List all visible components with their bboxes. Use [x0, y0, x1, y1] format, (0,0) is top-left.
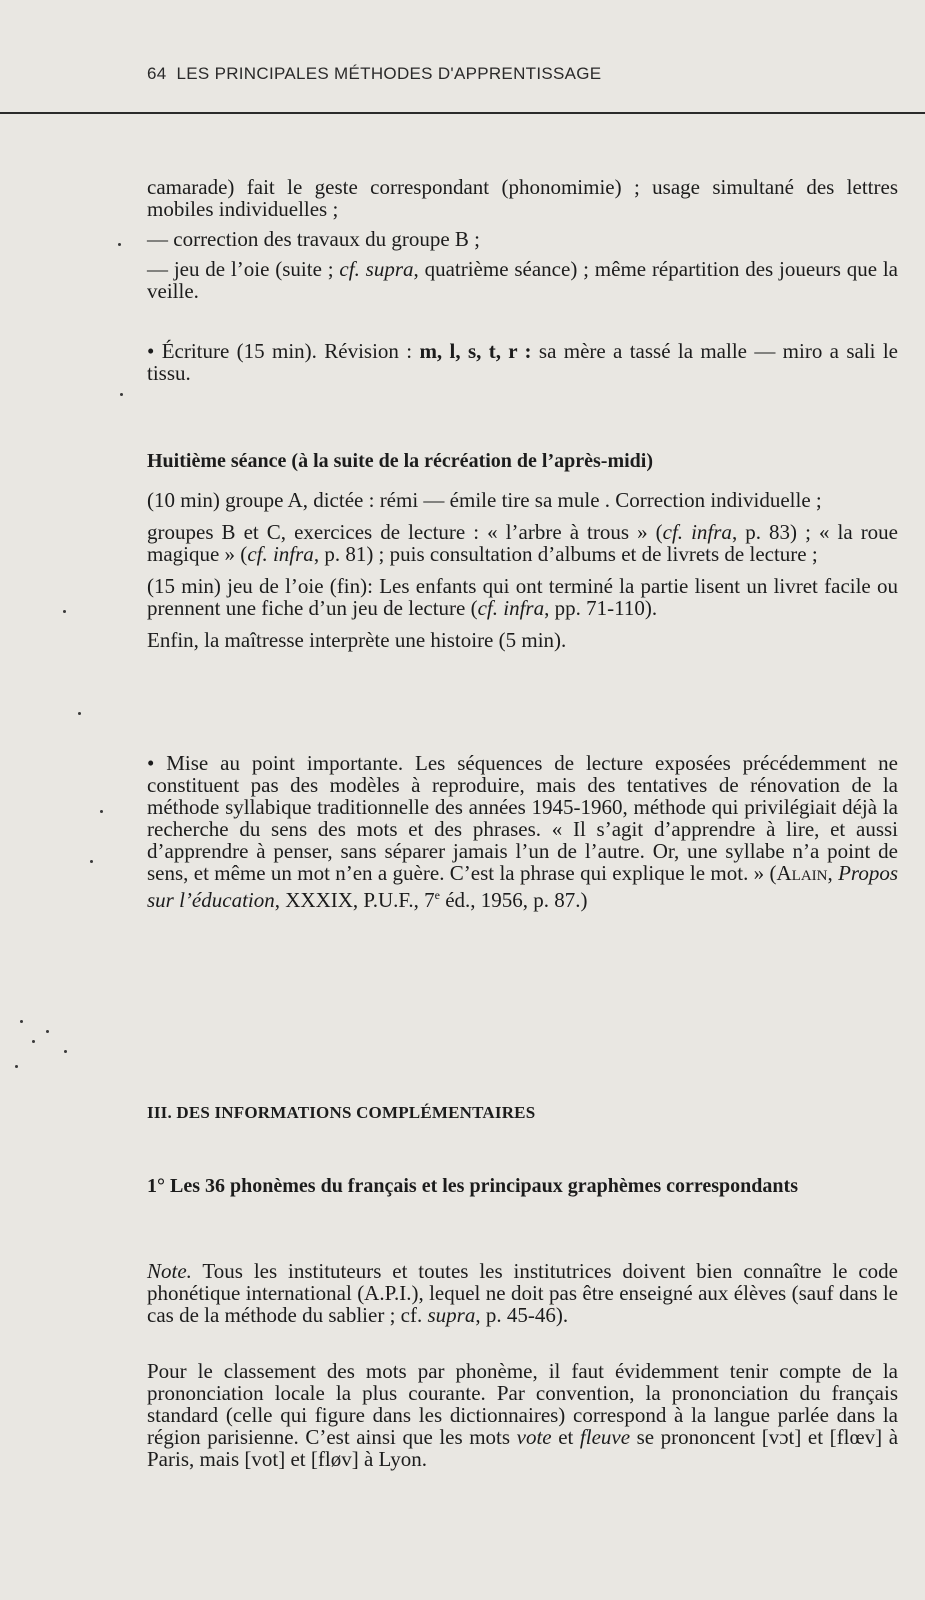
paragraph-jeu-oie-fin: (15 min) jeu de l’oie (fin): Les enfants qui ont terminé la partie lisent un livret facile ou prennent une fiche d’un jeu de lecture (cf. infra, pp. 71-110).: [147, 574, 898, 620]
paragraph-exercices: groupes B et C, exercices de lecture : « l’arbre à trous » (cf. infra, p. 83) ; « la roue magique » (cf. infra, p. 81) ; puis consultation d’albums et de livrets de lecture ;: [147, 520, 899, 566]
continuation-block: [147, 176, 898, 302]
book-title: Propos sur l’éducation: [147, 861, 898, 912]
running-head-title: LES PRINCIPALES MÉTHODES D'APPRENTISSAGE: [176, 64, 602, 83]
scan-speck: [63, 610, 66, 613]
scan-speck: [15, 1065, 18, 1068]
author-name: Alain: [776, 861, 828, 885]
page-number: 64: [147, 64, 167, 83]
scan-speck: [32, 1040, 35, 1043]
section-heading: III. DES INFORMATIONS COMPLÉMENTAIRES: [147, 1103, 536, 1122]
note-label: Note.: [147, 1259, 192, 1283]
scan-speck: [64, 1050, 67, 1053]
scan-speck: [120, 393, 123, 396]
bullet: •: [147, 751, 155, 775]
scan-speck: [118, 243, 121, 246]
ecriture-paragraph: • Écriture (15 min). Révision : m, l, s, t, r : sa mère a tassé la malle — miro a sali le tissu.: [147, 339, 898, 385]
scan-speck: [90, 860, 93, 863]
item-jeu-oie: — jeu de l’oie (suite ; cf. supra, quatrième séance) ; même répartition des joueurs que la veille.: [147, 257, 899, 303]
paragraph-dictee: (10 min) groupe A, dictée : rémi — émile tire sa mule . Correction individuelle ;: [147, 488, 822, 512]
scan-speck: [100, 810, 103, 813]
classement-paragraph: Pour le classement des mots par phonème, il faut évidemment tenir compte de la prononciation locale la plus courante. Par convention, la prononciation du français standard (celle qui figure dans les dictionnaires) correspond à la langue parlée dans la région parisienne. C’est ainsi que les mots vote et fleuve se prononcent [vɔt] et [flœv] à Paris, mais [vot] et [fløv] à Lyon.: [147, 1359, 899, 1471]
scan-speck: [46, 1030, 49, 1033]
item-correction-b: — correction des travaux du groupe B ;: [147, 227, 480, 251]
revision-letters: m, l, s, t, r :: [419, 339, 532, 363]
subsection-heading: 1° Les 36 phonèmes du français et les principaux graphèmes correspondants: [147, 1175, 798, 1197]
huitieme-seance-heading: Huitième séance (à la suite de la récréation de l’après-midi): [147, 450, 653, 472]
huitieme-seance-body: [147, 489, 898, 651]
scan-speck: [20, 1020, 23, 1023]
mise-au-point-paragraph: • Mise au point importante. Les séquences de lecture exposées précédemment ne constituent pas des modèles à reproduire, mais des tentatives de rénovation de la méthode syllabique traditionnelle des années 1945-1960, méthode qui privilégiait déjà la recherche du sens des mots et des phrases. « Il s’agit d’apprendre à lire, et aussi d’apprendre à penser, sans séparer jamais l’un de l’autre. Or, une syllabe n’a point de sens, et même un mot n’en a guère. C’est la phrase qui explique le mot. » (Alain, Propos sur l’éducation, XXXIX, P.U.F., 7e éd., 1956, p. 87.): [147, 751, 898, 912]
note-paragraph: Note. Tous les instituteurs et toutes les institutrices doivent bien connaître le code phonétique international (A.P.I.), lequel ne doit pas être enseigné aux élèves (sauf dans le cas de la méthode du sablier ; cf. supra, p. 45-46).: [147, 1259, 898, 1327]
running-head: [147, 64, 601, 84]
paragraph-histoire: Enfin, la maîtresse interprète une histoire (5 min).: [147, 628, 567, 652]
header-rule: [0, 112, 925, 114]
bullet: •: [147, 339, 155, 363]
scan-speck: [78, 712, 81, 715]
paragraph-camarade: camarade) fait le geste correspondant (phonomimie) ; usage simultané des lettres mobiles individuelles ;: [147, 175, 898, 221]
